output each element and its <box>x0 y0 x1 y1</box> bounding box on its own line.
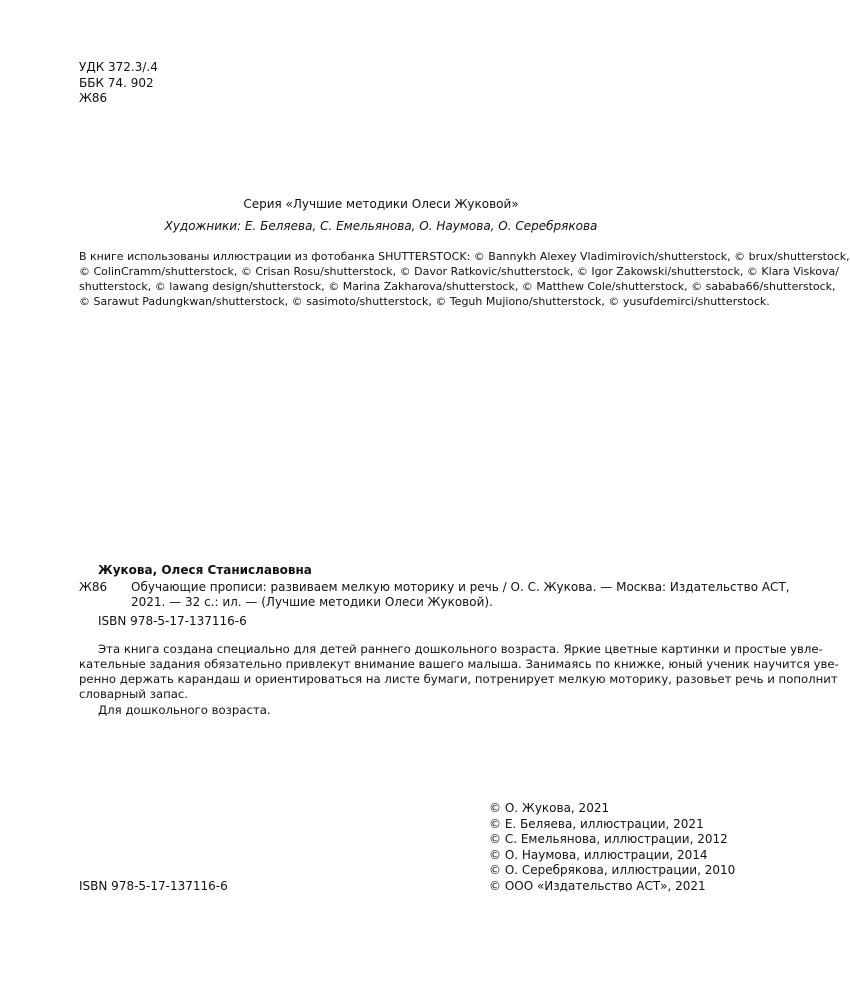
copyright-line: © О. Наумова, иллюстрации, 2014 <box>489 847 708 862</box>
credit-line: © ColinCramm/shutterstock, © Crisan Rosu/shutterstock, © Davor Ratkovic/shutterstock, © Igor Zakowski/shutterstock, © Klara Viskova/ <box>79 265 839 278</box>
footer-isbn: ISBN 978-5-17-137116-6 <box>79 879 228 893</box>
udk-code: УДК 372.3/.4 <box>79 60 158 74</box>
annotation-line: ренно держать карандаш и ориентироваться на листе бумаги, потренирует мелкую моторику, разовьет речь и пополнит <box>79 672 838 686</box>
bbk-code: ББК 74. 902 <box>79 75 154 90</box>
bib-description-line: 2021. — 32 с.: ил. — (Лучшие методики Олеси Жуковой). <box>131 595 493 609</box>
artists-line: Художники: Е. Беляева, С. Емельянова, О. Наумова, О. Серебрякова <box>164 219 598 233</box>
credit-line: shutterstock, © lawang design/shutterstock, © Marina Zakharova/shutterstock, © Matthew Cole/shutterstock, © sababa66/shutterstock, <box>79 280 836 293</box>
copyright-line: © О. Жукова, 2021 <box>489 801 610 815</box>
author-mark: Ж86 <box>79 91 108 105</box>
credit-line: В книге использованы иллюстрации из фотобанка SHUTTERSTOCK: © Bannykh Alexey Vladimirovich/shutterstock, © brux/shutterstock, <box>79 250 850 263</box>
copyright-line: © Е. Беляева, иллюстрации, 2021 <box>489 816 704 831</box>
bib-author: Жукова, Олеся Станиславовна <box>98 563 312 577</box>
bib-code: Ж86 <box>79 580 108 594</box>
copyright-line: © С. Емельянова, иллюстрации, 2012 <box>489 832 728 846</box>
bib-description <box>131 580 790 610</box>
age-note: Для дошкольного возраста. <box>98 703 271 717</box>
classification-block <box>79 60 158 107</box>
annotation-line: кательные задания обязательно привлекут внимание вашего малыша. Занимаясь по книжке, юный ученик научится уве- <box>79 657 839 671</box>
credit-line: © Sarawut Padungkwan/shutterstock, © sasimoto/shutterstock, © Teguh Mujiono/shutterstock, © yusufdemirci/shutterstock. <box>79 295 770 308</box>
bib-isbn: ISBN 978-5-17-137116-6 <box>98 614 247 628</box>
annotation <box>79 642 839 702</box>
bib-description-line: Обучающие прописи: развиваем мелкую моторику и речь / О. С. Жукова. — Москва: Издательство АСТ, <box>131 580 790 594</box>
series-title: Серия «Лучшие методики Олеси Жуковой» <box>243 197 519 211</box>
photo-credits <box>79 249 850 309</box>
annotation-line: словарный запас. <box>79 687 189 701</box>
annotation-line: Эта книга создана специально для детей раннего дошкольного возраста. Яркие цветные картинки и простые увле- <box>98 642 823 656</box>
copyright-block <box>489 801 735 894</box>
copyright-line: © О. Серебрякова, иллюстрации, 2010 <box>489 863 736 877</box>
copyright-line: © ООО «Издательство АСТ», 2021 <box>489 878 706 893</box>
